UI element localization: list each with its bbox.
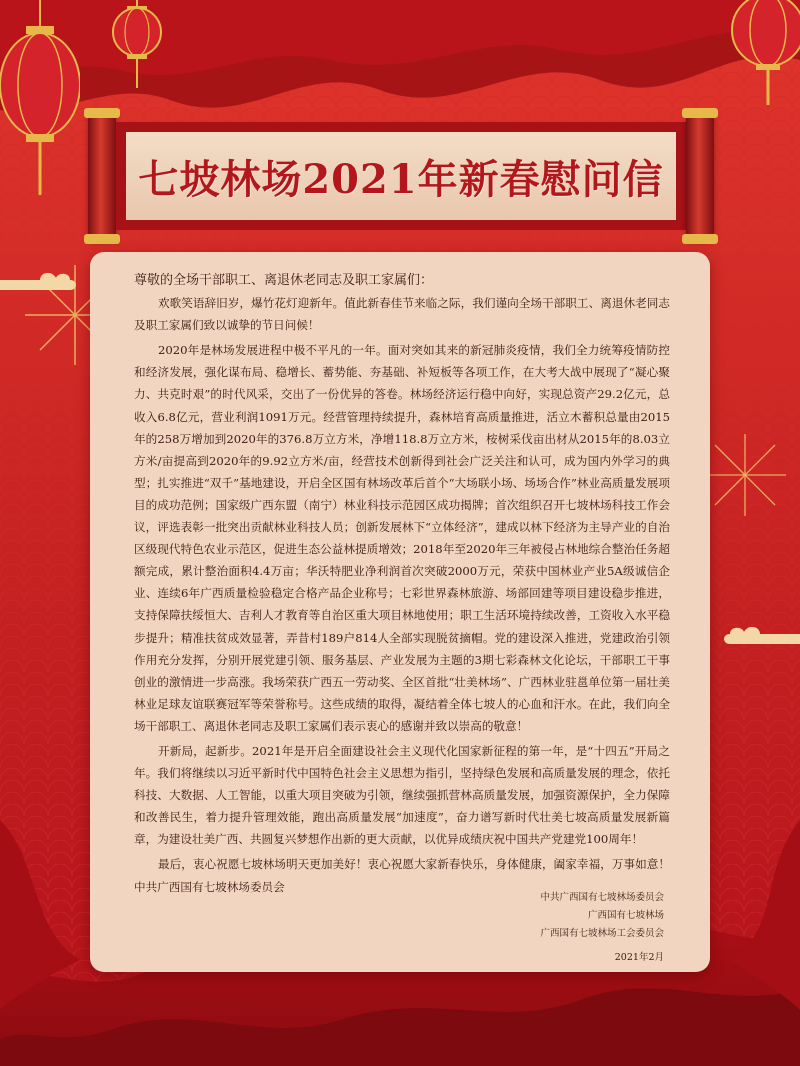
- lantern-small-icon: [112, 0, 162, 90]
- letter-date: 2021年2月: [614, 952, 664, 963]
- letter-paragraph: 2020年是林场发展进程中极不平凡的一年。面对突如其来的新冠肺炎疫情，我们全力统筹疫情防控和经济发展，强化谋布局、稳增长、蓄势能、夯基础、补短板等各项工作，在大考大战中展现了“凝心聚力、共克时艰”的时代风采，交出了一份优异的答卷。林场经济运行稳中向好，实现总资产29.2亿元，总收入6.8亿元，营业利润1091万元。经营管理持续提升，森林培育高质量推进，活立木蓄积总量由2015年的258万增加到2020年的376.8万立方米，净增118.8万立方米，桉树采伐亩出材从2015年的8.03立方米/亩提高到2020年的9.92立方米/亩，经营技术创新得到社会广泛关注和认可，成为国内外学习的典型；扎实推进“双千”基地建设，开启全区国有林场改革后首个“大场联小场、场场合作”林业高质量发展项目的成功范例；国家级广西东盟（南宁）林业科技示范园区成功揭牌；首次组织召开七坡林场科技工作会议，评选表彰一批突出贡献林业科技人员；创新发展林下“立体经济”，建成以林下经济为主导产业的自治区级现代特色农业示范区，促进生态公益林提质增效；2018年至2020年三年被侵占林地综合整治任务超额完成，累计整治面积4.4万亩；华沃特肥业净利润首次突破2000万元，荣获中国林业产业5A级诚信企业、连续6年广西质量检验稳定合格产品企业称号；七彩世界森林旅游、场部回建等项目建设稳步推进，支持保障扶绥恒大、吉利人才教育等自治区重大项目林地使用；职工生活环境持续改善，工资收入水平稳步提升；精准扶贫成效显著，弄昔村189户814人全部实现脱贫摘帽。党的建设深入推进，党建政治引领作用充分发挥，分别开展党建引领、服务基层、产业发展为主题的3期七彩森林文化论坛，干部职工干事创业的激情进一步高涨。我场荣获广西五一劳动奖、全区首批“壮美林场”、广西林业驻邕单位第一届壮美林业足球友谊联赛冠军等荣誉称号。这些成绩的取得，凝结着全体七坡人的心血和汗水。在此，我们向全场干部职工、离退休老同志及职工家属们表示衷心的感谢并致以崇高的敬意！: [134, 343, 670, 733]
- scroll-paper: [116, 122, 686, 230]
- letter-paragraph: 开新局，起新步。2021年是开启全面建设社会主义现代化国家新征程的第一年，是“十四五”开局之年。我们将继续以习近平新时代中国特色社会主义思想为指引，坚持绿色发展和高质量发展的理念，依托科技、大数据、人工智能，以重大项目突破为引领，继续强抓营林高质量发展，加强资源保护，全力保障和改善民生，着力提升管理效能，跑出高质量发展“加速度”，奋力谱写新时代壮美七坡高质量发展新篇章，为建设壮美广西、共圆复兴梦想作出新的更大贡献，以优异成绩庆祝中国共产党建党100周年！: [134, 743, 670, 847]
- signature-line: 广西国有七坡林场工会委员会: [540, 928, 664, 939]
- letter-salutation: 尊敬的全场干部职工、离退休老同志及职工家属们：: [134, 273, 434, 288]
- lantern-left-icon: [0, 0, 80, 200]
- letter-paper: [90, 252, 710, 972]
- letter-paragraph: 最后，衷心祝愿七坡林场明天更加美好！衷心祝愿大家新春快乐，身体健康，阖家幸福，万事如意！中共广西国有七坡林场委员会: [134, 857, 670, 894]
- lantern-right-icon: [716, 0, 800, 110]
- cloud-right-icon: [720, 622, 800, 652]
- signature-line: 中共广西国有七坡林场委员会: [540, 892, 664, 903]
- letter-body: [134, 270, 670, 898]
- scroll-rod-left: [88, 112, 116, 240]
- letter-signoff: [444, 889, 664, 967]
- signature-line: 广西国有七坡林场: [587, 910, 664, 921]
- title-scroll-banner: [88, 112, 714, 240]
- letter-paragraph: 欢歌笑语辞旧岁，爆竹花灯迎新年。值此新春佳节来临之际，我们谨向全场干部职工、离退休老同志及职工家属们致以诚挚的节日问候！: [134, 296, 670, 333]
- page-title: 七坡林场2021年新春慰问信: [138, 155, 664, 203]
- scroll-inner: [126, 132, 676, 220]
- scroll-rod-right: [686, 112, 714, 240]
- cloud-left-icon: [0, 268, 80, 298]
- firework-right-icon: [700, 430, 790, 520]
